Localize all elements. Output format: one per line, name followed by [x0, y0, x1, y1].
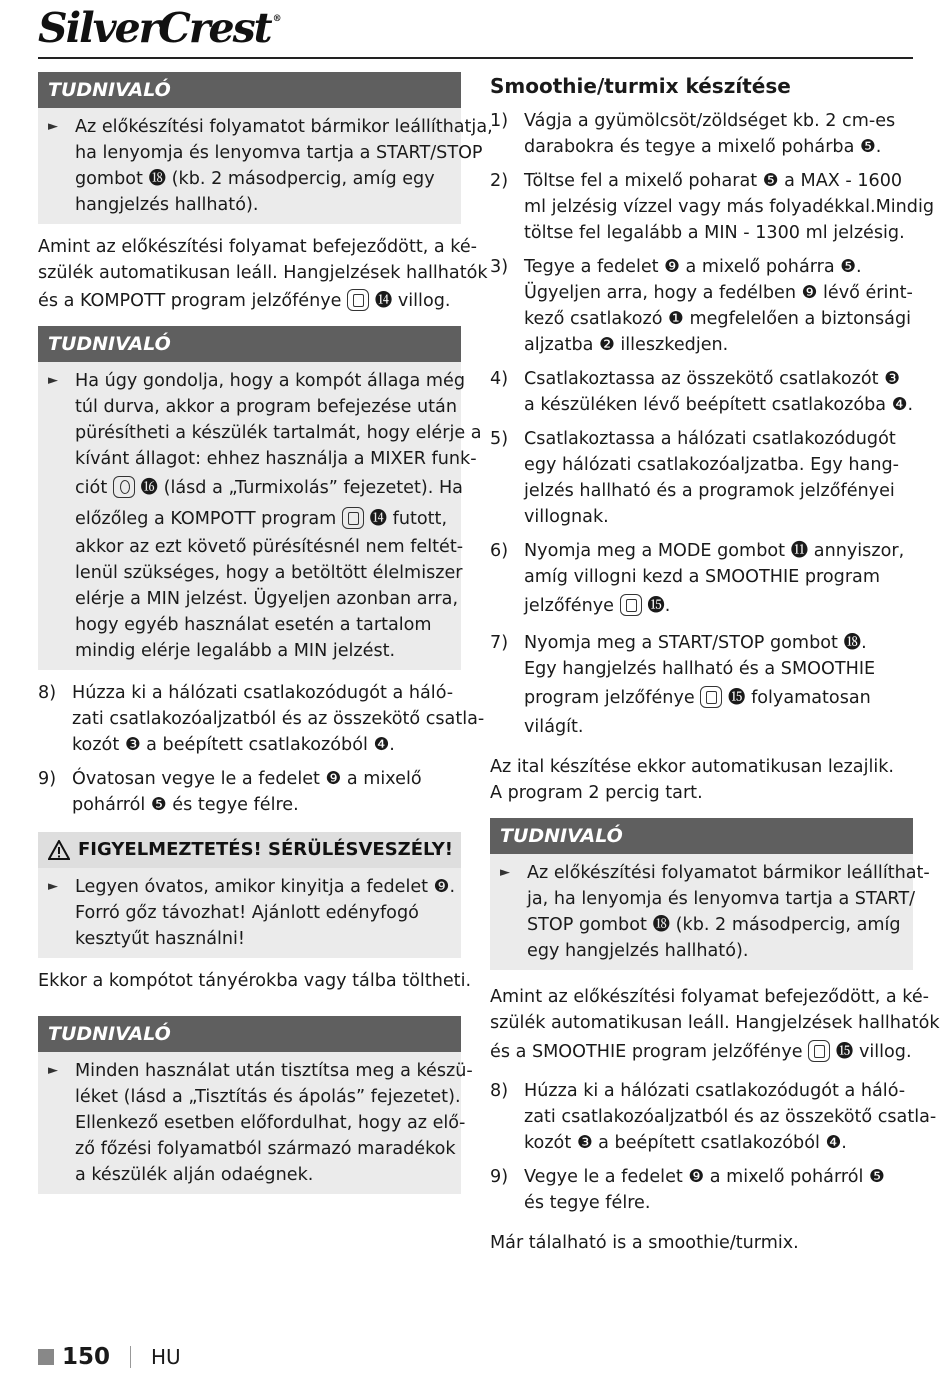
- smoothie-program-icon: [808, 1040, 830, 1062]
- step-item: 5) Csatlakoztassa a hálózati csatlakozódugót egy hálózati csatlakozóaljzatba. Egy hang- jelzés hallható és a programok jelzőfényei villognak.: [490, 429, 899, 527]
- paragraph: Ekkor a kompótot tányérokba vagy tálba töltheti.: [38, 971, 472, 991]
- note-box: TUDNIVALÓ ► Minden használat után tisztítsa meg a készü- léket (lásd a „Tisztítás és ápolás” fejezetet). Ellenkező esetben előfordulhat, hogy az elő- ző főzési folyamatból származó maradékok a készülék alján odaégnek.: [38, 1016, 461, 1194]
- step-item: 3) Tegye a fedelet ❾ a mixelő pohárra ❺. Ügyeljen arra, hogy a fedélben ❾ lévő érint- kező csatlakozó ❶ megfelelően a biztonsági aljzatba ❷ illeszkedjen.: [490, 257, 913, 355]
- step-item: 6) Nyomja meg a MODE gombot ⓫ annyiszor, amíg villogni kezd a SMOOTHIE program jelzőfénye ⓯.: [490, 541, 905, 616]
- note-box: TUDNIVALÓ ► Az előkészítési folyamatot bármikor leállíthatja, ha lenyomja és lenyomva tartja a START/STOP gombot ⓲ (kb. 2 másodpercig, amíg egy hangjelzés hallható).: [38, 72, 461, 224]
- warning-heading: FIGYELMEZTETÉS! SÉRÜLÉSVESZÉLY!: [38, 832, 461, 868]
- note-heading: TUDNIVALÓ: [38, 326, 461, 362]
- bullet-arrow-icon: ►: [48, 879, 58, 894]
- footer-square-icon: [38, 1349, 54, 1365]
- smoothie-program-icon: [620, 594, 642, 616]
- header-rule: [38, 57, 913, 59]
- step-item: 4) Csatlakoztassa az összekötő csatlakozót ❸ a készüléken lévő beépített csatlakozóba ❹.: [490, 369, 914, 415]
- page-footer: [38, 1344, 181, 1370]
- paragraph: Már tálalható is a smoothie/turmix.: [490, 1233, 799, 1253]
- kompott-program-icon: [347, 289, 369, 311]
- bullet-arrow-icon: ►: [500, 865, 510, 880]
- step-item: 9) Vegye le a fedelet ❾ a mixelő pohárról ❺ és tegye félre.: [490, 1167, 885, 1213]
- step-item: 9) Óvatosan vegye le a fedelet ❾ a mixelő pohárról ❺ és tegye félre.: [38, 769, 422, 815]
- section-title: Smoothie/turmix készítése: [490, 74, 791, 98]
- warning-triangle-icon: [48, 840, 70, 860]
- warning-box: FIGYELMEZTETÉS! SÉRÜLÉSVESZÉLY! ► Legyen óvatos, amikor kinyitja a fedelet ❾. Forró gőz távozhat! Ajánlott edényfogó kesztyűt használni!: [38, 832, 461, 958]
- language-code: HU: [151, 1345, 181, 1369]
- smoothie-program-icon: [700, 686, 722, 708]
- bullet-arrow-icon: ►: [48, 1063, 58, 1078]
- right-column: [490, 72, 940, 1266]
- step-item: 7) Nyomja meg a START/STOP gombot ⓲. Egy hangjelzés hallható és a SMOOTHIE program jelzőfénye ⓯ folyamatosan világít.: [490, 633, 876, 737]
- kompott-program-icon: [342, 507, 364, 529]
- paragraph: Amint az előkészítési folyamat befejeződött, a ké- szülék automatikusan leáll. Hangjelzések hallhatók és a SMOOTHIE program jelzőfénye ⓯ villog.: [490, 987, 940, 1062]
- mixer-function-icon: [113, 476, 135, 498]
- left-column: [38, 72, 493, 1204]
- footer-divider: [130, 1346, 131, 1368]
- step-item: 1) Vágja a gyümölcsöt/zöldséget kb. 2 cm-es darabokra és tegye a mixelő pohárba ❺.: [490, 111, 896, 157]
- note-heading: TUDNIVALÓ: [38, 72, 461, 108]
- paragraph: Amint az előkészítési folyamat befejeződött, a ké- szülék automatikusan leáll. Hangjelzések hallhatók és a KOMPOTT program jelzőfénye ⓮ villog.: [38, 237, 488, 311]
- bullet-arrow-icon: ►: [48, 373, 58, 388]
- note-box: TUDNIVALÓ ► Az előkészítési folyamatot bármikor leállíthat- ja, ha lenyomja és lenyomva tartja a START/ STOP gombot ⓲ (kb. 2 másodpercig, amíg egy hangjelzés hallható).: [490, 818, 913, 970]
- note-box: TUDNIVALÓ ► Ha úgy gondolja, hogy a kompót állaga még túl durva, akkor a program befejezése után pürésítheti a készülék tartalmát, hogy elérje a kívánt állagot: ehhez használja a MIXER funk- ciót ⓰ (lásd a „Turmixolás” fejezetet). Ha előzőleg a KOMPOTT program ⓮ futott, akkor az ezt követő pürésítésnél nem feltét- lenül szükséges, hogy a betöltött élelmiszer elérje a MIN jelzést. Ügyeljen azonban arra, hogy egyéb használat esetén a tartalom mindig elérje legalább a MIN jelzést.: [38, 326, 461, 670]
- bullet-arrow-icon: ►: [48, 119, 58, 134]
- note-heading: TUDNIVALÓ: [38, 1016, 461, 1052]
- brand-logo: SilverCrest ®: [38, 4, 282, 52]
- step-item: 8) Húzza ki a hálózati csatlakozódugót a háló- zati csatlakozóaljzatból és az összekötő csatla- kozót ❸ a beépített csatlakozóból ❹.: [490, 1081, 937, 1153]
- paragraph: Az ital készítése ekkor automatikusan lezajlik. A program 2 percig tart.: [490, 757, 895, 803]
- step-item: 2) Töltse fel a mixelő poharat ❺ a MAX - 1600 ml jelzésig vízzel vagy más folyadékkal.Mindig töltse fel legalább a MIN - 1300 ml jelzésig.: [490, 171, 935, 243]
- note-heading: TUDNIVALÓ: [490, 818, 913, 854]
- page-number: 150: [62, 1344, 111, 1370]
- step-item: 8) Húzza ki a hálózati csatlakozódugót a háló- zati csatlakozóaljzatból és az összekötő csatla- kozót ❸ a beépített csatlakozóból ❹.: [38, 683, 485, 755]
